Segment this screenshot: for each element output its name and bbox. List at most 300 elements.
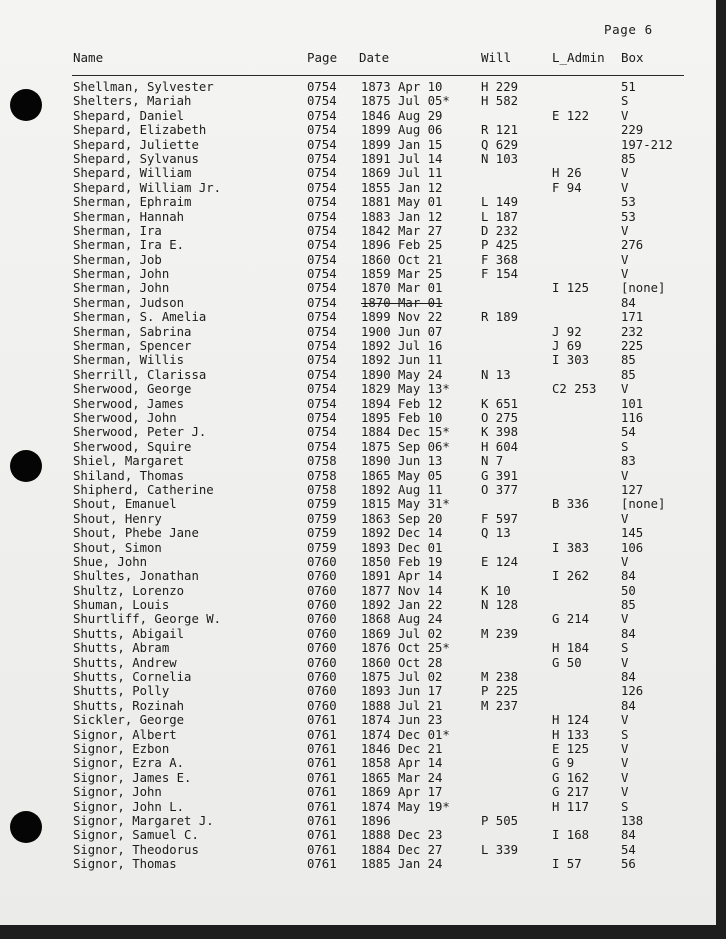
binder-hole bbox=[10, 450, 42, 482]
cell-date: 1899 Nov 22 bbox=[361, 310, 443, 325]
cell-date: 1894 Feb 12 bbox=[361, 396, 443, 411]
cell-admin: F 94 bbox=[552, 180, 582, 195]
cell-box: 138 bbox=[621, 813, 644, 828]
table-row bbox=[0, 541, 716, 555]
cell-admin: I 57 bbox=[552, 857, 582, 872]
cell-box: 54 bbox=[621, 842, 636, 857]
cell-date: 1860 Oct 28 bbox=[361, 655, 443, 670]
cell-admin: E 122 bbox=[552, 108, 590, 123]
table-row bbox=[0, 497, 716, 511]
cell-name: Shout, Emanuel bbox=[73, 497, 177, 512]
cell-box: 127 bbox=[621, 482, 644, 497]
cell-page: 0758 bbox=[307, 482, 337, 497]
cell-page: 0760 bbox=[307, 641, 337, 656]
cell-date: 1842 Mar 27 bbox=[361, 223, 443, 238]
table-row bbox=[0, 253, 716, 267]
cell-date: 1865 May 05 bbox=[361, 468, 443, 483]
header-box: Box bbox=[621, 50, 644, 65]
cell-admin: H 124 bbox=[552, 713, 590, 728]
cell-page: 0760 bbox=[307, 698, 337, 713]
cell-will: M 239 bbox=[481, 626, 519, 641]
table-row bbox=[0, 94, 716, 108]
cell-page: 0759 bbox=[307, 526, 337, 541]
cell-page: 0754 bbox=[307, 80, 337, 94]
cell-page: 0761 bbox=[307, 857, 337, 872]
cell-name: Sherrill, Clarissa bbox=[73, 367, 207, 382]
cell-date: 1896 Feb 25 bbox=[361, 238, 443, 253]
cell-admin: I 383 bbox=[552, 540, 590, 555]
cell-will: E 124 bbox=[481, 554, 519, 569]
cell-box: V bbox=[621, 468, 629, 483]
cell-box: 84 bbox=[621, 828, 636, 843]
scan-edge bbox=[0, 925, 726, 939]
table-row bbox=[0, 483, 716, 497]
cell-admin: G 50 bbox=[552, 655, 582, 670]
table-row bbox=[0, 526, 716, 540]
cell-box: S bbox=[621, 799, 629, 814]
cell-page: 0760 bbox=[307, 626, 337, 641]
cell-name: Sherwood, James bbox=[73, 396, 185, 411]
cell-box: V bbox=[621, 166, 629, 181]
binder-hole bbox=[10, 811, 42, 843]
table-row bbox=[0, 728, 716, 742]
cell-date: 1869 Apr 17 bbox=[361, 785, 443, 800]
table-row bbox=[0, 138, 716, 152]
table-row bbox=[0, 411, 716, 425]
cell-date: 1895 Feb 10 bbox=[361, 410, 443, 425]
cell-box: S bbox=[621, 439, 629, 454]
cell-name: Sickler, George bbox=[73, 713, 185, 728]
cell-name: Shepard, Elizabeth bbox=[73, 123, 207, 138]
cell-page: 0754 bbox=[307, 396, 337, 411]
table-row bbox=[0, 152, 716, 166]
cell-name: Shellman, Sylvester bbox=[73, 80, 214, 94]
cell-name: Shiland, Thomas bbox=[73, 468, 185, 483]
cell-box: 171 bbox=[621, 310, 644, 325]
cell-name: Signor, James E. bbox=[73, 770, 192, 785]
cell-box: V bbox=[621, 770, 629, 785]
cell-date: 1884 Dec 27 bbox=[361, 842, 443, 857]
cell-name: Signor, Albert bbox=[73, 727, 177, 742]
cell-date: 1860 Oct 21 bbox=[361, 252, 443, 267]
cell-box: V bbox=[621, 785, 629, 800]
cell-date: 1850 Feb 19 bbox=[361, 554, 443, 569]
cell-date: 1815 May 31* bbox=[361, 497, 450, 512]
cell-will: P 505 bbox=[481, 813, 519, 828]
cell-will: O 377 bbox=[481, 482, 519, 497]
table-row bbox=[0, 123, 716, 137]
cell-will: N 7 bbox=[481, 454, 504, 469]
cell-date: 1829 May 13* bbox=[361, 382, 450, 397]
cell-name: Sherman, S. Amelia bbox=[73, 310, 207, 325]
cell-date: 1877 Nov 14 bbox=[361, 583, 443, 598]
cell-name: Signor, Theodorus bbox=[73, 842, 199, 857]
cell-name: Shutts, Cornelia bbox=[73, 670, 192, 685]
cell-page: 0754 bbox=[307, 209, 337, 224]
cell-name: Sherman, Hannah bbox=[73, 209, 185, 224]
cell-page: 0761 bbox=[307, 713, 337, 728]
cell-will: L 149 bbox=[481, 195, 519, 210]
cell-date: 1891 Jul 14 bbox=[361, 151, 443, 166]
cell-date: 1855 Jan 12 bbox=[361, 180, 443, 195]
cell-page: 0754 bbox=[307, 367, 337, 382]
index-table bbox=[0, 80, 716, 871]
table-row bbox=[0, 627, 716, 641]
cell-will: H 604 bbox=[481, 439, 519, 454]
cell-name: Sherman, Job bbox=[73, 252, 162, 267]
cell-will: O 275 bbox=[481, 410, 519, 425]
cell-admin: H 184 bbox=[552, 641, 590, 656]
cell-box: V bbox=[621, 267, 629, 282]
cell-box: V bbox=[621, 223, 629, 238]
cell-will: N 103 bbox=[481, 151, 519, 166]
cell-name: Signor, Samuel C. bbox=[73, 828, 199, 843]
cell-box: V bbox=[621, 756, 629, 771]
cell-page: 0754 bbox=[307, 324, 337, 339]
cell-page: 0754 bbox=[307, 123, 337, 138]
cell-date: 1883 Jan 12 bbox=[361, 209, 443, 224]
table-row bbox=[0, 267, 716, 281]
cell-page: 0754 bbox=[307, 339, 337, 354]
cell-date: 1885 Jan 24 bbox=[361, 857, 443, 872]
header-divider bbox=[72, 75, 684, 76]
cell-name: Shepard, William Jr. bbox=[73, 180, 222, 195]
table-row bbox=[0, 814, 716, 828]
cell-name: Sherwood, Peter J. bbox=[73, 425, 207, 440]
cell-admin: J 92 bbox=[552, 324, 582, 339]
cell-name: Shultes, Jonathan bbox=[73, 569, 199, 584]
cell-page: 0754 bbox=[307, 382, 337, 397]
cell-date: 1890 Jun 13 bbox=[361, 454, 443, 469]
cell-box: S bbox=[621, 727, 629, 742]
cell-name: Signor, John L. bbox=[73, 799, 185, 814]
table-row bbox=[0, 555, 716, 569]
cell-box: S bbox=[621, 94, 629, 109]
cell-page: 0760 bbox=[307, 554, 337, 569]
cell-date: 1865 Mar 24 bbox=[361, 770, 443, 785]
cell-date: 1875 Jul 05* bbox=[361, 94, 450, 109]
cell-box: 116 bbox=[621, 410, 644, 425]
cell-name: Sherwood, John bbox=[73, 410, 177, 425]
cell-will: K 398 bbox=[481, 425, 519, 440]
cell-name: Sherman, Ira bbox=[73, 223, 162, 238]
cell-page: 0761 bbox=[307, 770, 337, 785]
cell-name: Shutts, Abigail bbox=[73, 626, 185, 641]
table-row bbox=[0, 800, 716, 814]
cell-date: 1874 Dec 01* bbox=[361, 727, 450, 742]
cell-name: Sherwood, George bbox=[73, 382, 192, 397]
cell-date: 1891 Apr 14 bbox=[361, 569, 443, 584]
cell-will: H 229 bbox=[481, 80, 519, 94]
scan-edge bbox=[716, 0, 726, 939]
cell-box: 83 bbox=[621, 454, 636, 469]
cell-name: Sherman, Ira E. bbox=[73, 238, 185, 253]
cell-name: Shepard, Juliette bbox=[73, 137, 199, 152]
cell-name: Signor, Margaret J. bbox=[73, 813, 214, 828]
cell-box: 106 bbox=[621, 540, 644, 555]
cell-box: 197-212 bbox=[621, 137, 673, 152]
table-row bbox=[0, 857, 716, 871]
cell-page: 0759 bbox=[307, 511, 337, 526]
cell-admin: H 133 bbox=[552, 727, 590, 742]
cell-date: 1881 May 01 bbox=[361, 195, 443, 210]
cell-box: V bbox=[621, 511, 629, 526]
table-row bbox=[0, 109, 716, 123]
cell-page: 0761 bbox=[307, 842, 337, 857]
table-row bbox=[0, 339, 716, 353]
cell-page: 0761 bbox=[307, 785, 337, 800]
cell-name: Shultz, Lorenzo bbox=[73, 583, 185, 598]
cell-page: 0761 bbox=[307, 756, 337, 771]
cell-page: 0759 bbox=[307, 497, 337, 512]
cell-name: Shutts, Rozinah bbox=[73, 698, 185, 713]
cell-name: Shepard, Sylvanus bbox=[73, 151, 199, 166]
page-number: Page 6 bbox=[604, 22, 653, 37]
cell-page: 0760 bbox=[307, 655, 337, 670]
cell-admin: G 217 bbox=[552, 785, 590, 800]
cell-will: F 368 bbox=[481, 252, 519, 267]
cell-page: 0754 bbox=[307, 195, 337, 210]
cell-page: 0754 bbox=[307, 410, 337, 425]
table-row bbox=[0, 843, 716, 857]
cell-box: 85 bbox=[621, 151, 636, 166]
cell-admin: I 262 bbox=[552, 569, 590, 584]
cell-date: 1888 Jul 21 bbox=[361, 698, 443, 713]
cell-will: Q 13 bbox=[481, 526, 511, 541]
cell-box: 276 bbox=[621, 238, 644, 253]
table-row bbox=[0, 641, 716, 655]
cell-date: 1875 Sep 06* bbox=[361, 439, 450, 454]
table-row bbox=[0, 80, 716, 94]
table-row bbox=[0, 598, 716, 612]
cell-box: 84 bbox=[621, 626, 636, 641]
table-row bbox=[0, 368, 716, 382]
cell-page: 0754 bbox=[307, 310, 337, 325]
table-row bbox=[0, 684, 716, 698]
cell-box: 56 bbox=[621, 857, 636, 872]
cell-name: Sherman, Ephraim bbox=[73, 195, 192, 210]
cell-date: 1868 Aug 24 bbox=[361, 612, 443, 627]
cell-name: Shelters, Mariah bbox=[73, 94, 192, 109]
cell-name: Shout, Henry bbox=[73, 511, 162, 526]
table-row bbox=[0, 210, 716, 224]
table-row bbox=[0, 742, 716, 756]
cell-admin: G 162 bbox=[552, 770, 590, 785]
table-row bbox=[0, 713, 716, 727]
table-row bbox=[0, 454, 716, 468]
cell-box: 50 bbox=[621, 583, 636, 598]
cell-page: 0761 bbox=[307, 828, 337, 843]
cell-date: 1874 May 19* bbox=[361, 799, 450, 814]
table-row bbox=[0, 584, 716, 598]
cell-box: V bbox=[621, 382, 629, 397]
cell-date: 1876 Oct 25* bbox=[361, 641, 450, 656]
cell-box: 85 bbox=[621, 353, 636, 368]
cell-box: 84 bbox=[621, 295, 636, 310]
cell-name: Shutts, Abram bbox=[73, 641, 170, 656]
cell-box: V bbox=[621, 252, 629, 267]
cell-name: Sherman, Judson bbox=[73, 295, 185, 310]
cell-box: 101 bbox=[621, 396, 644, 411]
cell-will: L 187 bbox=[481, 209, 519, 224]
cell-page: 0754 bbox=[307, 353, 337, 368]
cell-will: L 339 bbox=[481, 842, 519, 857]
table-row bbox=[0, 166, 716, 180]
cell-box: V bbox=[621, 554, 629, 569]
cell-page: 0754 bbox=[307, 180, 337, 195]
cell-name: Shiel, Margaret bbox=[73, 454, 185, 469]
cell-date: 1888 Dec 23 bbox=[361, 828, 443, 843]
cell-box: 85 bbox=[621, 598, 636, 613]
cell-name: Signor, Thomas bbox=[73, 857, 177, 872]
cell-page: 0761 bbox=[307, 727, 337, 742]
cell-date: 1899 Aug 06 bbox=[361, 123, 443, 138]
cell-name: Signor, John bbox=[73, 785, 162, 800]
cell-date: 1858 Apr 14 bbox=[361, 756, 443, 771]
cell-page: 0760 bbox=[307, 598, 337, 613]
cell-box: 126 bbox=[621, 684, 644, 699]
cell-page: 0754 bbox=[307, 94, 337, 109]
cell-name: Sherman, John bbox=[73, 281, 170, 296]
cell-name: Shutts, Polly bbox=[73, 684, 170, 699]
table-row bbox=[0, 238, 716, 252]
cell-name: Shuman, Louis bbox=[73, 598, 170, 613]
cell-date: 1892 Dec 14 bbox=[361, 526, 443, 541]
table-row bbox=[0, 310, 716, 324]
cell-page: 0754 bbox=[307, 295, 337, 310]
cell-admin: I 125 bbox=[552, 281, 590, 296]
table-row bbox=[0, 569, 716, 583]
cell-date: 1892 Jul 16 bbox=[361, 339, 443, 354]
table-row bbox=[0, 195, 716, 209]
header-admin: L_Admin bbox=[552, 50, 605, 65]
cell-box: S bbox=[621, 641, 629, 656]
cell-date: 1900 Jun 07 bbox=[361, 324, 443, 339]
cell-box: 84 bbox=[621, 698, 636, 713]
cell-date: 1870 Mar 01 bbox=[361, 281, 443, 296]
cell-box: [none] bbox=[621, 281, 666, 296]
cell-date: 1896 bbox=[361, 813, 391, 828]
cell-date: 1890 May 24 bbox=[361, 367, 443, 382]
cell-box: 54 bbox=[621, 425, 636, 440]
cell-page: 0754 bbox=[307, 137, 337, 152]
cell-will: P 425 bbox=[481, 238, 519, 253]
cell-box: V bbox=[621, 741, 629, 756]
table-row bbox=[0, 512, 716, 526]
cell-box: 229 bbox=[621, 123, 644, 138]
cell-admin: G 9 bbox=[552, 756, 575, 771]
table-row bbox=[0, 181, 716, 195]
cell-will: M 238 bbox=[481, 670, 519, 685]
cell-box: V bbox=[621, 713, 629, 728]
cell-name: Sherman, Sabrina bbox=[73, 324, 192, 339]
header-will: Will bbox=[481, 50, 512, 65]
cell-date: 1869 Jul 11 bbox=[361, 166, 443, 181]
cell-name: Shurtliff, George W. bbox=[73, 612, 222, 627]
cell-admin: J 69 bbox=[552, 339, 582, 354]
cell-date: 1884 Dec 15* bbox=[361, 425, 450, 440]
cell-date: 1869 Jul 02 bbox=[361, 626, 443, 641]
cell-will: F 154 bbox=[481, 267, 519, 282]
cell-will: G 391 bbox=[481, 468, 519, 483]
cell-name: Signor, Ezra A. bbox=[73, 756, 185, 771]
cell-will: K 10 bbox=[481, 583, 511, 598]
cell-date: 1874 Jun 23 bbox=[361, 713, 443, 728]
cell-admin: G 214 bbox=[552, 612, 590, 627]
cell-name: Shipherd, Catherine bbox=[73, 482, 214, 497]
cell-date: 1863 Sep 20 bbox=[361, 511, 443, 526]
cell-date: 1892 Jan 22 bbox=[361, 598, 443, 613]
cell-page: 0760 bbox=[307, 569, 337, 584]
cell-date: 1893 Dec 01 bbox=[361, 540, 443, 555]
table-row bbox=[0, 785, 716, 799]
cell-date: 1846 Aug 29 bbox=[361, 108, 443, 123]
cell-name: Shue, John bbox=[73, 554, 148, 569]
header-date: Date bbox=[359, 50, 390, 65]
table-row bbox=[0, 382, 716, 396]
cell-page: 0758 bbox=[307, 454, 337, 469]
cell-name: Sherman, Spencer bbox=[73, 339, 192, 354]
cell-will: N 13 bbox=[481, 367, 511, 382]
table-row bbox=[0, 440, 716, 454]
cell-date: 1892 Aug 11 bbox=[361, 482, 443, 497]
table-row bbox=[0, 612, 716, 626]
cell-page: 0759 bbox=[307, 540, 337, 555]
cell-admin: E 125 bbox=[552, 741, 590, 756]
cell-name: Shout, Phebe Jane bbox=[73, 526, 199, 541]
cell-name: Sherwood, Squire bbox=[73, 439, 192, 454]
cell-box: 145 bbox=[621, 526, 644, 541]
table-row bbox=[0, 353, 716, 367]
table-row bbox=[0, 469, 716, 483]
table-row bbox=[0, 699, 716, 713]
cell-box: 53 bbox=[621, 209, 636, 224]
cell-page: 0754 bbox=[307, 108, 337, 123]
cell-admin: I 168 bbox=[552, 828, 590, 843]
cell-page: 0754 bbox=[307, 281, 337, 296]
cell-box: V bbox=[621, 108, 629, 123]
cell-date: 1892 Jun 11 bbox=[361, 353, 443, 368]
cell-page: 0754 bbox=[307, 252, 337, 267]
cell-will: K 651 bbox=[481, 396, 519, 411]
cell-box: [none] bbox=[621, 497, 666, 512]
table-row bbox=[0, 296, 716, 310]
cell-page: 0760 bbox=[307, 612, 337, 627]
cell-page: 0754 bbox=[307, 439, 337, 454]
cell-page: 0754 bbox=[307, 267, 337, 282]
cell-box: 85 bbox=[621, 367, 636, 382]
cell-date: 1873 Apr 10 bbox=[361, 80, 443, 94]
cell-page: 0754 bbox=[307, 425, 337, 440]
cell-admin: I 303 bbox=[552, 353, 590, 368]
table-row bbox=[0, 828, 716, 842]
cell-will: H 582 bbox=[481, 94, 519, 109]
cell-date: 1875 Jul 02 bbox=[361, 670, 443, 685]
cell-name: Signor, Ezbon bbox=[73, 741, 170, 756]
cell-admin: H 117 bbox=[552, 799, 590, 814]
cell-date: 1846 Dec 21 bbox=[361, 741, 443, 756]
cell-name: Shout, Simon bbox=[73, 540, 162, 555]
cell-will: R 121 bbox=[481, 123, 519, 138]
cell-box: 84 bbox=[621, 670, 636, 685]
table-row bbox=[0, 756, 716, 770]
cell-page: 0754 bbox=[307, 151, 337, 166]
table-row bbox=[0, 281, 716, 295]
cell-page: 0760 bbox=[307, 583, 337, 598]
cell-page: 0758 bbox=[307, 468, 337, 483]
cell-date: 1899 Jan 15 bbox=[361, 137, 443, 152]
cell-will: F 597 bbox=[481, 511, 519, 526]
